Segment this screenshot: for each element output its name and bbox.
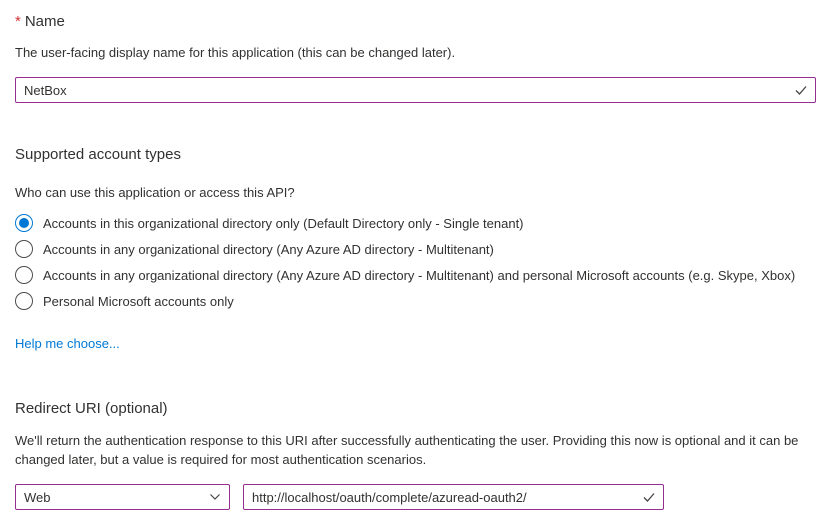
redirect-uri-input[interactable] [243, 484, 664, 510]
supported-account-types-title: Supported account types [15, 146, 181, 163]
radio-button-icon[interactable] [15, 214, 33, 232]
radio-option[interactable] [15, 262, 816, 288]
name-description: The user-facing display name for this application (this can be changed later). [15, 45, 456, 60]
radio-option[interactable] [15, 210, 816, 236]
radio-button-icon[interactable] [15, 266, 33, 284]
radio-option-label: Accounts in this organizational directory only (Default Directory only - Single tenant) [43, 215, 524, 231]
name-input-wrap [15, 77, 816, 103]
radio-option[interactable] [15, 236, 816, 262]
account-types-question: Who can use this application or access this API? [15, 185, 295, 200]
help-me-choose-link[interactable]: Help me choose... [15, 336, 120, 351]
radio-option-label: Accounts in any organizational directory (Any Azure AD directory - Multitenant) [43, 241, 494, 257]
redirect-uri-controls [15, 484, 816, 510]
platform-select-value: Web [24, 489, 51, 505]
name-input[interactable] [15, 77, 816, 103]
radio-option[interactable] [15, 288, 816, 314]
redirect-uri-title: Redirect URI (optional) [15, 400, 168, 417]
platform-select[interactable] [15, 484, 230, 510]
radio-option-label: Personal Microsoft accounts only [43, 293, 234, 309]
required-asterisk: * [15, 13, 21, 30]
chevron-down-icon [209, 491, 221, 503]
name-section-title [15, 12, 816, 32]
name-title-text: Name [24, 13, 65, 30]
redirect-uri-description: We'll return the authentication response to this URI after successfully authenticating the user. Providing this now is optional and it can be changed later, but a value is required for most authentication scenarios. [15, 433, 799, 467]
radio-option-label: Accounts in any organizational directory (Any Azure AD directory - Multitenant) and personal Microsoft accounts (e.g. Skype, Xbox) [43, 267, 796, 283]
app-registration-form [15, 12, 816, 510]
redirect-uri-input-wrap [243, 484, 664, 510]
radio-button-icon[interactable] [15, 240, 33, 258]
account-types-radio-group [15, 210, 816, 314]
radio-button-icon[interactable] [15, 292, 33, 310]
